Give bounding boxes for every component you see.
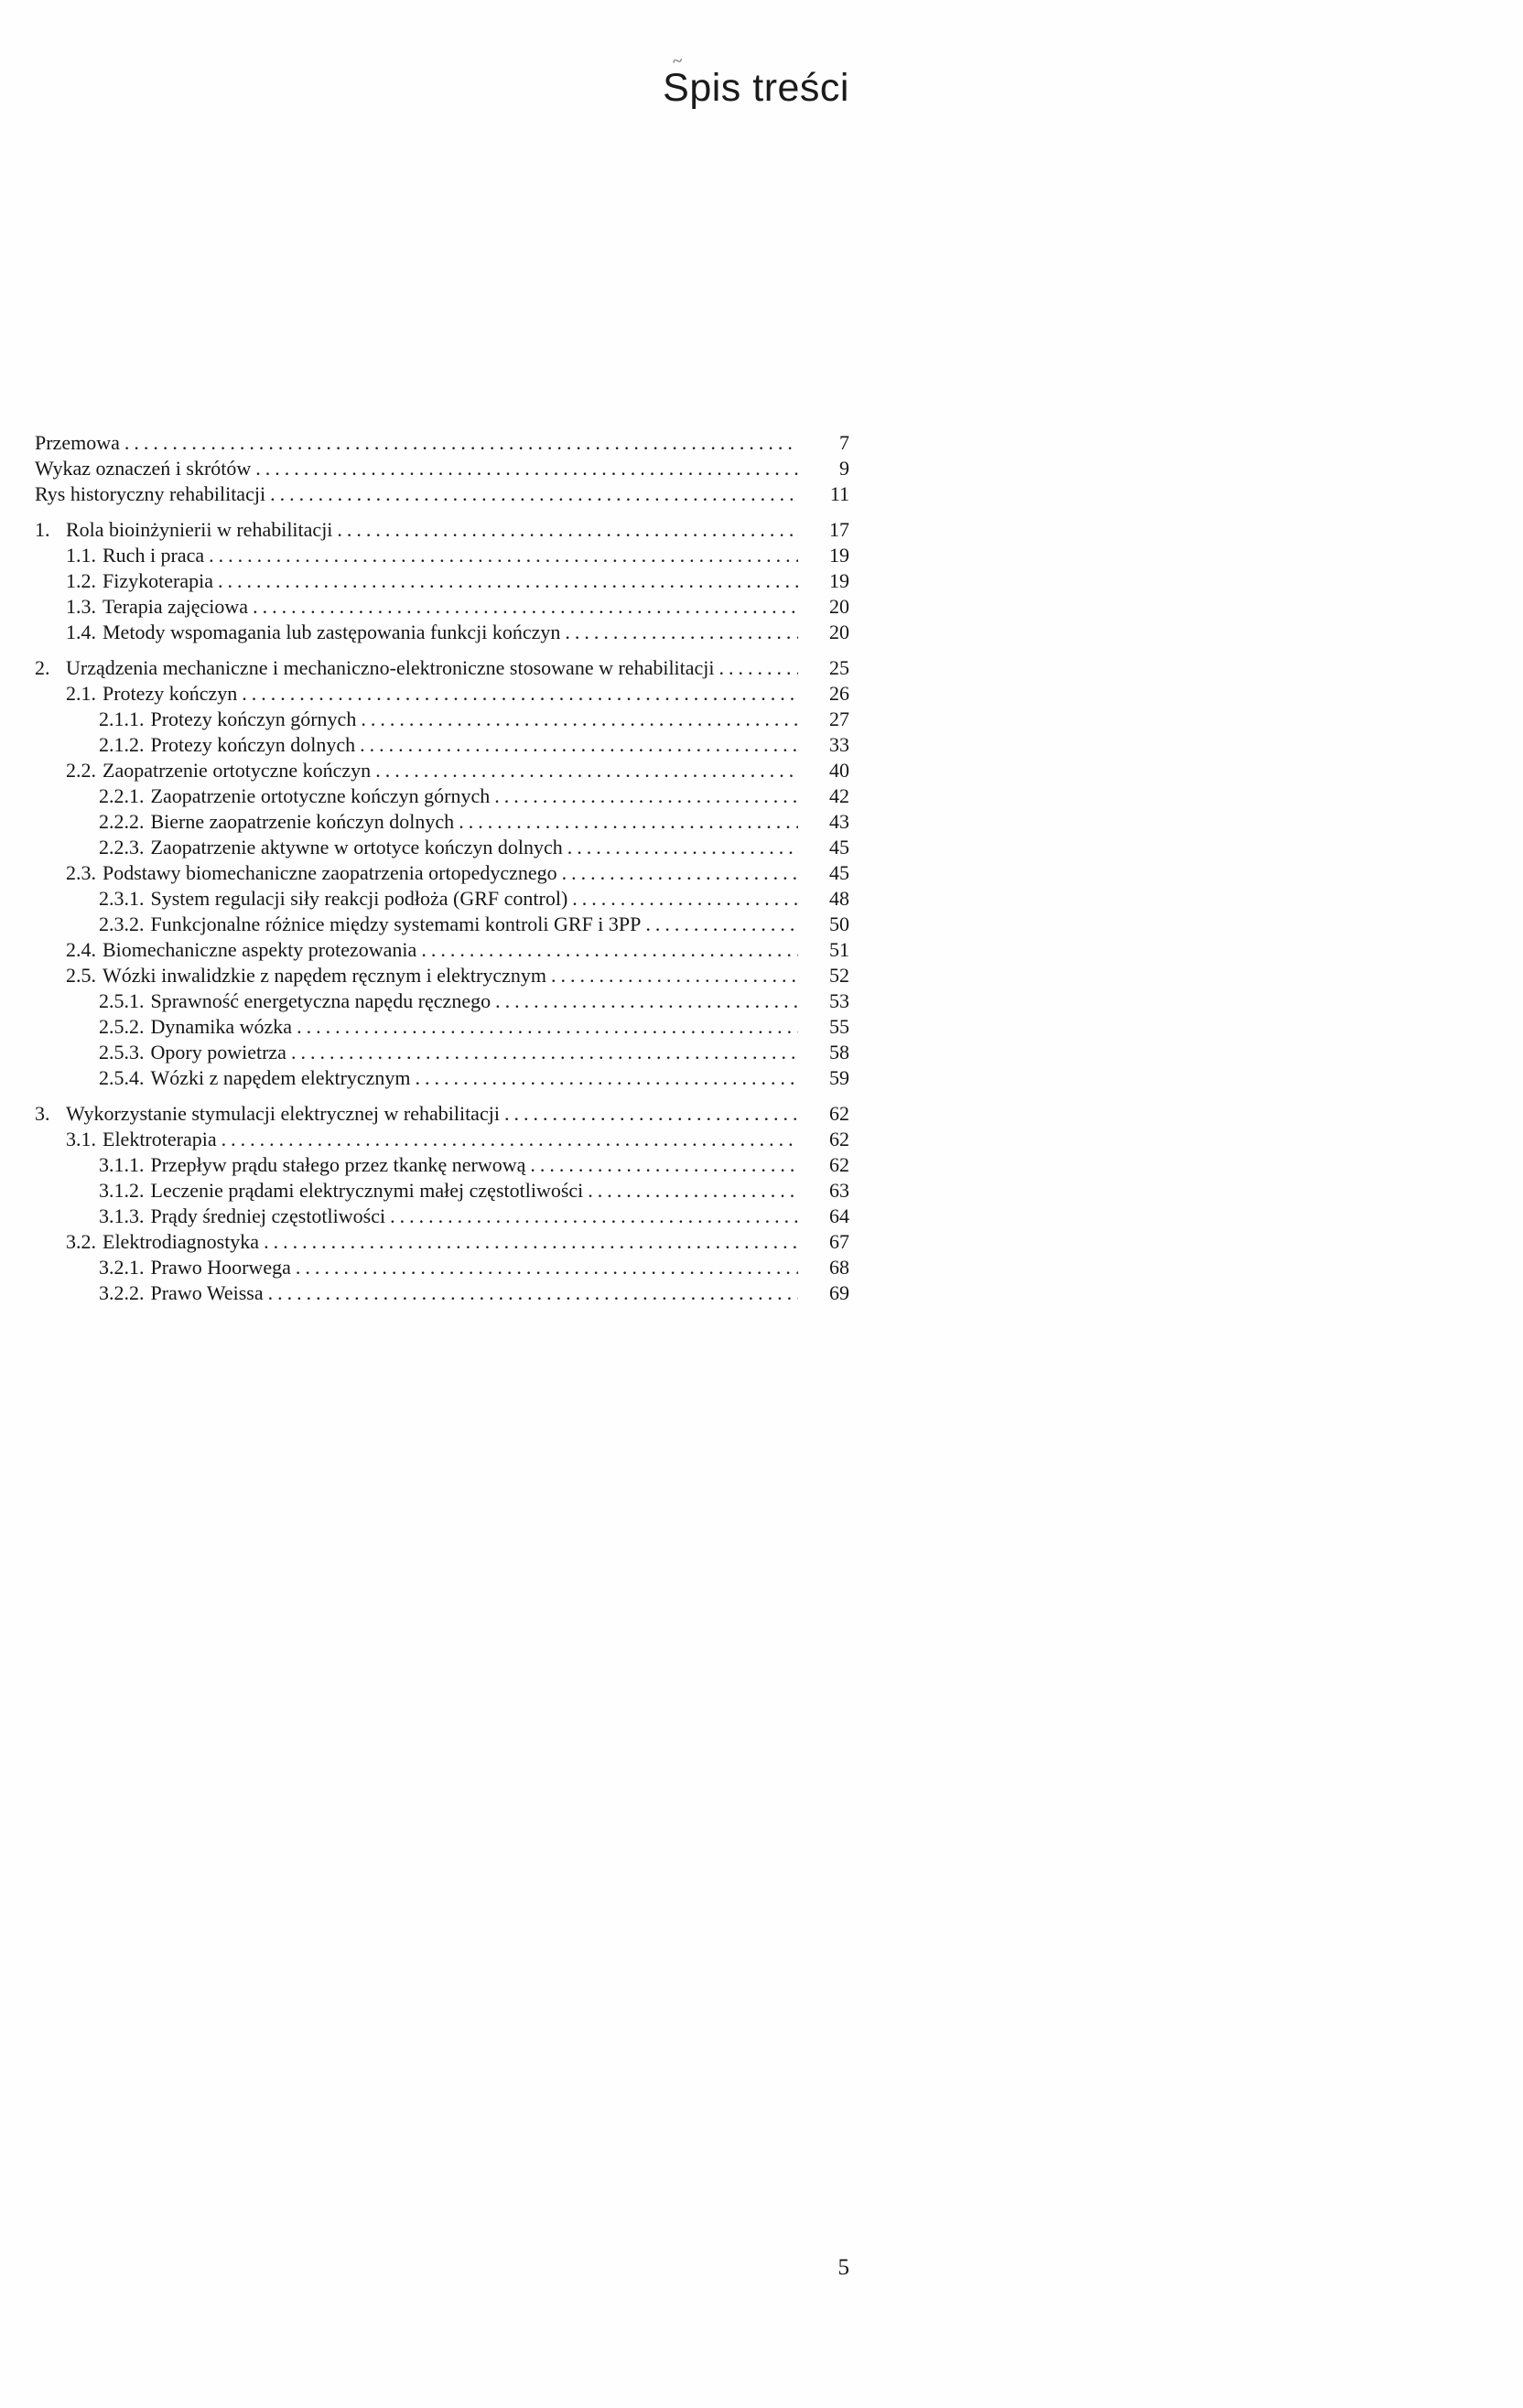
toc-entry: [35, 1152, 849, 1178]
toc-entry-number: 2.5.2.: [99, 1015, 145, 1038]
toc-entry-number: 1.2.: [66, 569, 96, 592]
toc-entry: [35, 1255, 849, 1280]
toc-leader-dots: [375, 758, 798, 783]
toc-entry: [35, 517, 849, 543]
toc-entry-page: 68: [829, 1256, 849, 1279]
toc-entry-title: Wózki z napędem elektrycznym: [150, 1066, 411, 1089]
toc-entry-title: Wykaz oznaczeń i skrótów: [35, 457, 252, 480]
toc-entry: [35, 732, 849, 758]
toc-entry: [35, 681, 849, 707]
toc-entry: [35, 655, 849, 681]
toc-entry-page: 45: [829, 861, 849, 884]
toc-entry-page: 67: [829, 1230, 849, 1253]
toc-entry-title: Przepływ prądu stałego przez tkankę nerwową: [150, 1153, 526, 1176]
toc-entry-number: 3.2.1.: [99, 1256, 145, 1279]
toc-entry: [35, 963, 849, 988]
toc-entry-title: Fizykoterapia: [103, 569, 213, 592]
toc-entry-number: 3.: [35, 1102, 50, 1125]
toc-leader-dots: [565, 620, 798, 645]
toc-entry-title: Ruch i praca: [103, 544, 205, 567]
toc-entry-title: Zaopatrzenie ortotyczne kończyn górnych: [150, 784, 491, 807]
toc-leader-dots: [337, 517, 798, 543]
toc-entry-page: 51: [829, 938, 849, 961]
toc-leader-dots: [645, 912, 798, 937]
toc-entry: [35, 937, 849, 963]
toc-entry-number: 3.1.1.: [99, 1153, 145, 1176]
toc-leader-dots: [264, 1229, 798, 1255]
toc-entry-title: System regulacji siły reakcji podłoża (GRF control): [150, 887, 568, 910]
toc-entry: [35, 1229, 849, 1255]
toc-entry: [35, 912, 849, 937]
toc-entry-number: 2.5.: [66, 964, 96, 987]
toc-entry-number: 2.5.4.: [99, 1066, 145, 1089]
toc-entry-page: 25: [829, 656, 849, 679]
toc-entry-title: Protezy kończyn: [103, 682, 238, 705]
toc-leader-dots: [719, 655, 798, 681]
toc-leader-dots: [242, 681, 798, 707]
toc-entry: [35, 1101, 849, 1127]
toc-entry-number: 2.3.1.: [99, 887, 145, 910]
toc-leader-dots: [253, 594, 798, 620]
toc-entry-number: 3.2.: [66, 1230, 96, 1253]
toc-entry-page: 19: [829, 569, 849, 592]
toc-entry: [35, 835, 849, 860]
toc-entry-number: 2.2.: [66, 759, 96, 782]
toc-entry-title: Zaopatrzenie ortotyczne kończyn: [103, 759, 372, 782]
toc-entry-title: Rola bioinżynierii w rehabilitacji: [66, 518, 333, 541]
toc-entry-page: 55: [829, 1015, 849, 1038]
toc-entry-title: Biomechaniczne aspekty protezowania: [103, 938, 417, 961]
toc-entry: [35, 1065, 849, 1091]
toc-entry-number: 3.2.2.: [99, 1281, 145, 1304]
toc-entry: [35, 1204, 849, 1229]
toc-entry-title: Leczenie prądami elektrycznymi małej częstotliwości: [150, 1179, 584, 1202]
toc-leader-dots: [562, 860, 798, 886]
toc-entry-number: 2.1.: [66, 682, 96, 705]
toc-entry-title: Terapia zajęciowa: [103, 595, 249, 618]
toc-entry-number: 1.4.: [66, 621, 96, 643]
toc-entry-title: Elektroterapia: [103, 1128, 217, 1150]
toc-entry-number: 2.3.2.: [99, 912, 145, 935]
toc-entry: [35, 594, 849, 620]
toc-entry-number: 1.1.: [66, 544, 96, 567]
toc-entry-page: 45: [829, 836, 849, 858]
toc-entry-page: 20: [829, 621, 849, 643]
toc-entry-page: 26: [829, 682, 849, 705]
page-title: [35, 50, 849, 111]
toc-entry-number: 2.2.3.: [99, 836, 145, 858]
toc-leader-dots: [551, 963, 798, 988]
toc-entry: [35, 481, 849, 507]
toc-entry-page: 64: [829, 1204, 849, 1227]
toc-entry-page: 40: [829, 759, 849, 782]
toc-entry-page: 9: [839, 457, 849, 480]
toc-leader-dots: [459, 809, 798, 835]
toc-entry-page: 53: [829, 989, 849, 1012]
toc-entry: [35, 456, 849, 481]
toc-entry-number: 3.1.3.: [99, 1204, 145, 1227]
toc-entry-title: Protezy kończyn górnych: [150, 707, 357, 730]
toc-entry-page: 50: [829, 912, 849, 935]
toc-entry-title: Prawo Weissa: [150, 1281, 264, 1304]
toc-entry: [35, 430, 849, 456]
toc-entry-number: 2.5.1.: [99, 989, 145, 1012]
toc-entry: [35, 758, 849, 783]
toc-entry-page: 43: [829, 810, 849, 833]
toc-entry: [35, 707, 849, 732]
toc-leader-dots: [221, 1127, 798, 1152]
toc-entry-title: Prądy średniej częstotliwości: [150, 1204, 386, 1227]
toc-entry: [35, 543, 849, 568]
toc-leader-dots: [588, 1178, 798, 1204]
toc-entry-page: 19: [829, 544, 849, 567]
toc-leader-dots: [495, 988, 798, 1014]
toc-leader-dots: [567, 835, 798, 860]
toc-entry-title: Protezy kończyn dolnych: [150, 733, 356, 756]
toc-leader-dots: [297, 1014, 798, 1040]
toc-entry-number: 1.3.: [66, 595, 96, 618]
toc-leader-dots: [390, 1204, 798, 1229]
toc-entry-page: 62: [829, 1102, 849, 1125]
toc-entry-page: 7: [839, 431, 849, 454]
toc-entry-number: 2.1.1.: [99, 707, 145, 730]
toc-entry-page: 63: [829, 1179, 849, 1202]
toc-leader-dots: [218, 568, 798, 594]
toc-leader-dots: [530, 1152, 798, 1178]
toc-entry-title: Wózki inwalidzkie z napędem ręcznym i elektrycznym: [103, 964, 547, 987]
toc-entry-page: 62: [829, 1128, 849, 1150]
toc-entry-page: 20: [829, 595, 849, 618]
toc-entry: [35, 988, 849, 1014]
toc-entry-page: 33: [829, 733, 849, 756]
toc-entry: [35, 783, 849, 809]
toc-entry-number: 2.2.2.: [99, 810, 145, 833]
toc-entry: [35, 1127, 849, 1152]
toc-leader-dots: [360, 732, 798, 758]
toc-leader-dots: [421, 937, 798, 963]
toc-entry-number: 1.: [35, 518, 50, 541]
toc-entry-page: 11: [829, 482, 849, 505]
toc-entry-number: 2.5.3.: [99, 1041, 145, 1064]
toc-entry-title: Prawo Hoorwega: [150, 1256, 291, 1279]
toc-leader-dots: [494, 783, 798, 809]
toc-entry-page: 69: [829, 1281, 849, 1304]
toc-entry-title: Dynamika wózka: [150, 1015, 293, 1038]
toc-entry-title: Opory powietrza: [150, 1041, 286, 1064]
toc-leader-dots: [416, 1065, 798, 1091]
toc-entry-title: Rys historyczny rehabilitacji: [35, 482, 266, 505]
page-number: 5: [837, 2255, 849, 2280]
toc-entry-number: 3.1.: [66, 1128, 96, 1150]
toc-entry-number: 2.4.: [66, 938, 96, 961]
toc-list: [35, 430, 849, 1306]
toc-entry-number: 3.1.2.: [99, 1179, 145, 1202]
toc-entry: [35, 620, 849, 645]
toc-entry-title: Podstawy biomechaniczne zaopatrzenia ortopedycznego: [103, 861, 557, 884]
toc-entry-page: 42: [829, 784, 849, 807]
toc-leader-dots: [296, 1255, 798, 1280]
toc-entry-title: Metody wspomagania lub zastępowania funkcji kończyn: [103, 621, 561, 643]
toc-leader-dots: [209, 543, 798, 568]
toc-entry: [35, 1280, 849, 1306]
toc-leader-dots: [255, 456, 798, 481]
toc-leader-dots: [291, 1040, 798, 1065]
scan-artifact-mark: ~: [670, 50, 685, 72]
page-title-text: Spis treści: [663, 66, 849, 110]
toc-leader-dots: [268, 1280, 798, 1306]
toc-entry-page: 52: [829, 964, 849, 987]
toc-entry: [35, 1014, 849, 1040]
toc-entry-title: Wykorzystanie stymulacji elektrycznej w rehabilitacji: [66, 1102, 500, 1125]
toc-entry-page: 48: [829, 887, 849, 910]
toc-entry-page: 62: [829, 1153, 849, 1176]
toc-entry: [35, 886, 849, 912]
toc-entry: [35, 568, 849, 594]
toc-leader-dots: [270, 481, 798, 507]
toc-entry-number: 2.1.2.: [99, 733, 145, 756]
toc-entry: [35, 809, 849, 835]
toc-entry-number: 2.: [35, 656, 50, 679]
toc-entry-number: 2.2.1.: [99, 784, 145, 807]
toc-entry-title: Elektrodiagnostyka: [103, 1230, 260, 1253]
toc-entry-page: 58: [829, 1041, 849, 1064]
toc-entry-page: 27: [829, 707, 849, 730]
toc-entry-number: 2.3.: [66, 861, 96, 884]
toc-entry: [35, 1040, 849, 1065]
toc-entry-title: Zaopatrzenie aktywne w ortotyce kończyn dolnych: [150, 836, 563, 858]
toc-entry-title: Bierne zaopatrzenie kończyn dolnych: [150, 810, 455, 833]
toc-entry-page: 17: [829, 518, 849, 541]
toc-entry-page: 59: [829, 1066, 849, 1089]
toc-leader-dots: [572, 886, 798, 912]
toc-leader-dots: [504, 1101, 798, 1127]
toc-entry-title: Przemowa: [35, 431, 120, 454]
toc-entry: [35, 1178, 849, 1204]
toc-leader-dots: [361, 707, 798, 732]
toc-entry-title: Sprawność energetyczna napędu ręcznego: [150, 989, 491, 1012]
toc-entry-title: Urządzenia mechaniczne i mechaniczno-elektroniczne stosowane w rehabilitacji: [66, 656, 715, 679]
toc-entry-title: Funkcjonalne różnice między systemami kontroli GRF i 3PP: [150, 912, 642, 935]
toc-entry: [35, 860, 849, 886]
toc-leader-dots: [124, 430, 798, 456]
